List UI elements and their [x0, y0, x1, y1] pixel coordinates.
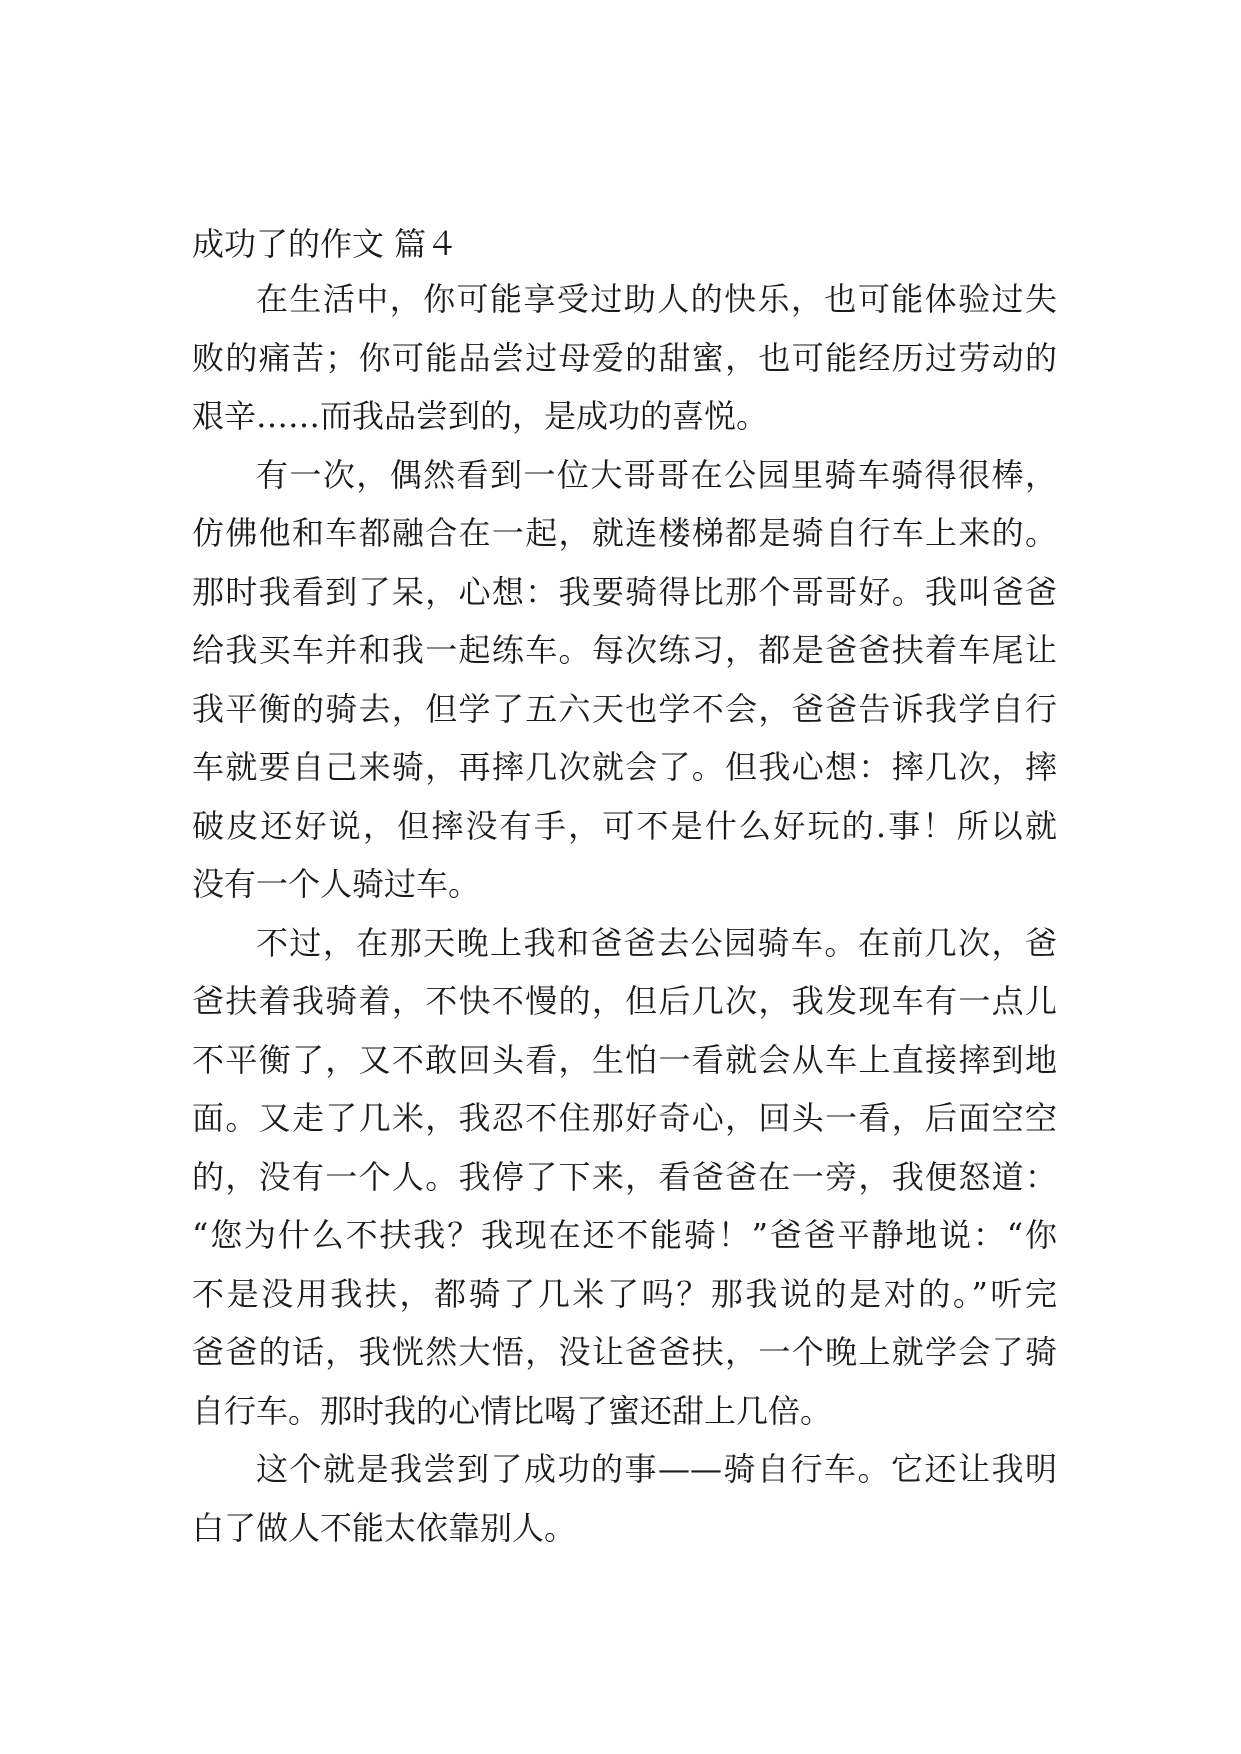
paragraph-line: 有一次，偶然看到一位大哥哥在公园里骑车骑得很棒，	[256, 455, 1057, 494]
paragraph-4	[192, 1440, 1057, 1557]
paragraph-1	[192, 270, 1057, 446]
paragraph-2	[192, 446, 1057, 914]
paragraph-line: 不过，在那天晚上我和爸爸去公园骑车。在前几次，爸	[256, 923, 1057, 962]
paragraph-line: 这个就是我尝到了成功的事——骑自行车。它还让我明	[256, 1450, 1057, 1488]
paragraph-line: “您为什么不扶我？我现在还不能骑！”爸爸平静地说：“你	[192, 1216, 1057, 1254]
paragraph-line: 不平衡了，又不敢回头看，生怕一看就会从车上直接摔到地	[192, 1040, 1057, 1079]
paragraph-3	[192, 914, 1057, 1441]
paragraph-line: 爸爸的话，我恍然大悟，没让爸爸扶，一个晚上就学会了骑	[192, 1333, 1057, 1371]
paragraph-line: 车就要自己来骑，再摔几次就会了。但我心想：摔几次，摔	[192, 748, 1057, 786]
document-title: 成功了的作文 篇４	[192, 225, 459, 263]
paragraph-line: 给我买车并和我一起练车。每次练习，都是爸爸扶着车尾让	[192, 631, 1057, 669]
paragraph-line: 艰辛……而我品尝到的，是成功的喜悦。	[192, 397, 769, 435]
paragraph-line: 败的痛苦；你可能品尝过母爱的甜蜜，也可能经历过劳动的	[192, 338, 1057, 377]
paragraph-line: 那时我看到了呆，心想：我要骑得比那个哥哥好。我叫爸爸	[192, 572, 1057, 611]
paragraph-line: 的，没有一个人。我停了下来，看爸爸在一旁，我便怒道：	[192, 1157, 1057, 1196]
paragraph-line: 不是没用我扶，都骑了几米了吗？那我说的是对的。”听完	[192, 1274, 1057, 1313]
paragraph-line: 在生活中，你可能享受过助人的快乐，也可能体验过失	[256, 280, 1057, 318]
paragraph-line: 自行车。那时我的心情比喝了蜜还甜上几倍。	[192, 1391, 833, 1430]
paragraph-line: 白了做人不能太依靠别人。	[192, 1508, 577, 1547]
paragraph-line: 我平衡的骑去，但学了五六天也学不会，爸爸告诉我学自行	[192, 689, 1057, 728]
paragraph-line: 仿佛他和车都融合在一起，就连楼梯都是骑自行车上来的。	[192, 514, 1057, 552]
paragraph-line: 爸扶着我骑着，不快不慢的，但后几次，我发现车有一点儿	[192, 982, 1057, 1020]
paragraph-line: 没有一个人骑过车。	[192, 865, 481, 903]
document-body	[192, 218, 1057, 1557]
paragraph-line: 破皮还好说，但摔没有手，可不是什么好玩的.事！所以就	[192, 806, 1057, 845]
paragraph-line: 面。又走了几米，我忍不住那好奇心，回头一看，后面空空	[192, 1099, 1057, 1137]
